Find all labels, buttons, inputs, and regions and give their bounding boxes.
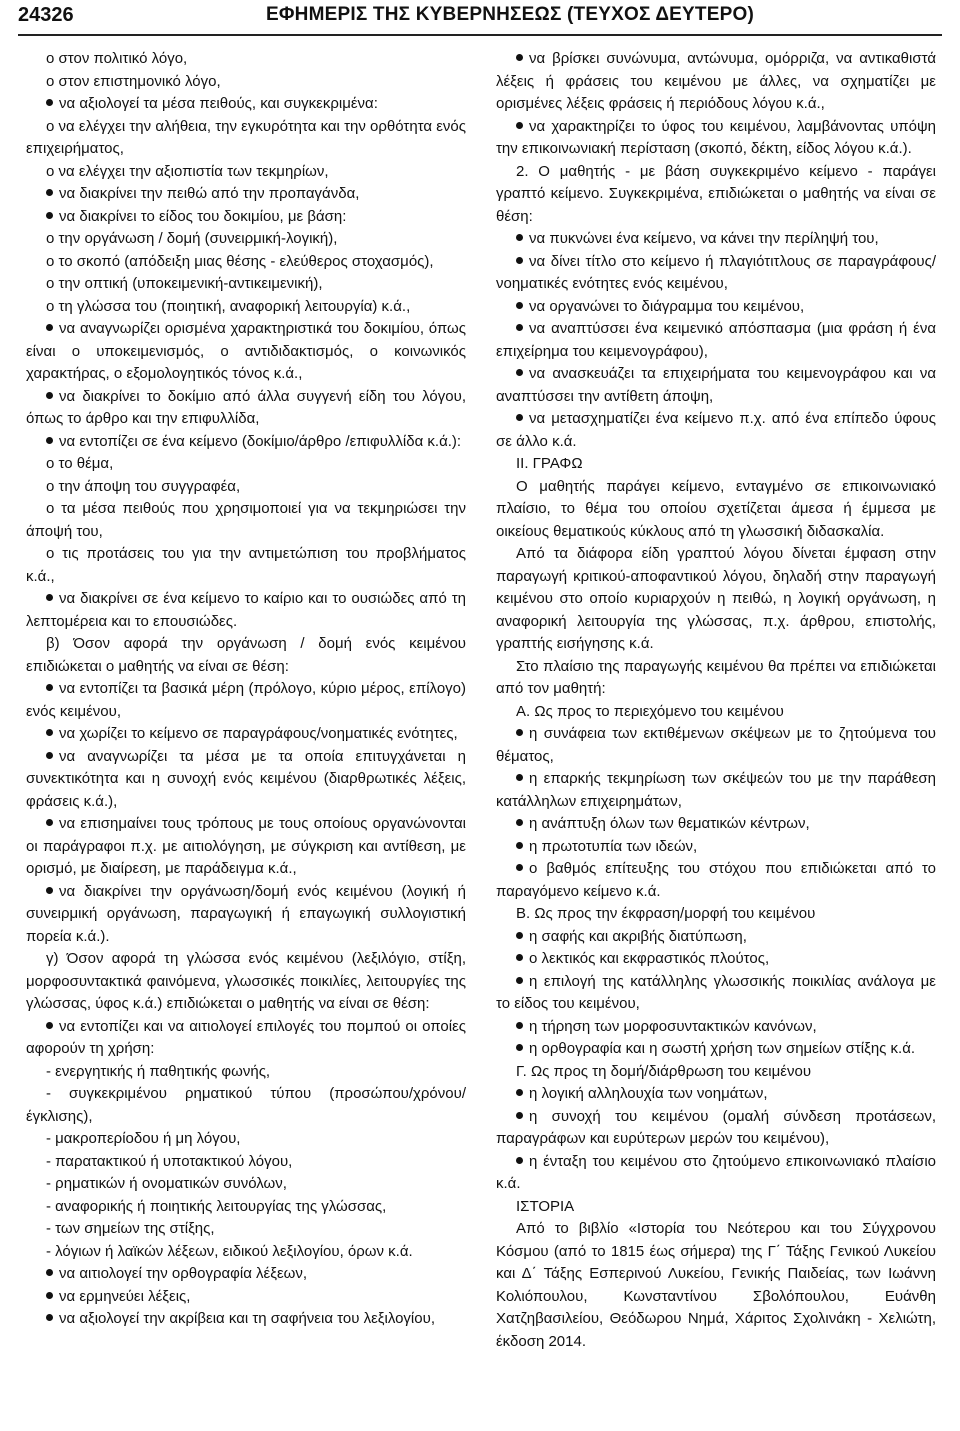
paragraph-text: - παρατακτικού ή υποτακτικού λόγου, — [46, 1152, 293, 1170]
paragraph-text: η ένταξη του κειμένου στο ζητούμενο επικοινωνιακό πλαίσιο κ.ά. — [496, 1152, 936, 1192]
paragraph — [26, 1016, 466, 1061]
paragraph-text: - των σημείων της στίξης, — [46, 1220, 215, 1237]
paragraph — [496, 971, 936, 1016]
paragraph-text: Από τα διάφορα είδη γραπτού λόγου δίνεται έμφαση στην παραγωγή κριτικού-αποφαντικού λόγου, δηλαδή στην παραγωγή κειμένου στο οποίο κυριαρχούν η πειθώ, η λογική οργάνωση, η αναφορική λειτουργία της γλώσσας, π.χ. άρθρου, επιστολής, γραπτής εισήγησης κ.ά. — [496, 545, 936, 652]
paragraph-text: ο την άποψη του συγγραφέα, — [46, 477, 241, 495]
paragraph-text: ο τη γλώσσα του (ποιητική, αναφορική λειτουργία) κ.ά., — [46, 297, 411, 315]
paragraph — [26, 386, 466, 431]
paragraph-text: να διακρίνει την πειθώ από την προπαγάνδα, — [59, 185, 360, 202]
paragraph-text: η ορθογραφία και η σωστή χρήση των σημείων στίξης κ.ά. — [529, 1040, 916, 1057]
paragraph — [496, 768, 936, 813]
paragraph — [496, 1016, 936, 1039]
paragraph — [26, 476, 466, 499]
paragraph — [496, 476, 936, 544]
paragraph-text: - συγκεκριμένου ρηματικού τύπου (προσώπου/χρόνου/έγκλισης), — [26, 1085, 466, 1125]
bullet-dot-icon — [516, 774, 523, 781]
paragraph-text: να ανασκευάζει τα επιχειρήματα του κειμενογράφου και να αναπτύσσει την αντίθετη άποψη, — [496, 365, 936, 405]
paragraph — [496, 251, 936, 296]
paragraph — [496, 408, 936, 453]
bullet-dot-icon — [516, 1112, 523, 1119]
paragraph-text: να δίνει τίτλο στο κείμενο ή πλαγιότιτλους σε παραγράφους/νοηματικές ενότητες ενός κειμένου, — [496, 252, 936, 292]
paragraph — [26, 678, 466, 723]
paragraph-text: η λογική αλληλουχία των νοημάτων, — [529, 1085, 768, 1102]
paragraph — [496, 1061, 936, 1084]
left-column — [26, 48, 466, 1331]
paragraph-text: να εντοπίζει σε ένα κείμενο (δοκίμιο/άρθρο /επιφυλλίδα κ.ά.): — [59, 432, 462, 450]
bullet-dot-icon — [516, 324, 523, 331]
bullet-dot-icon — [516, 257, 523, 264]
paragraph-text: να χωρίζει το κείμενο σε παραγράφους/νοηματικές ενότητες, — [59, 725, 458, 742]
paragraph — [496, 948, 936, 971]
page-header — [18, 0, 942, 36]
paragraph — [26, 116, 466, 161]
paragraph-text: ο την οπτική (υποκειμενική-αντικειμενική), — [46, 275, 323, 292]
paragraph-text: να αναγνωρίζει ορισμένα χαρακτηριστικά του δοκιμίου, όπως είναι ο υποκειμενισμός, ο αντιδιδακτισμός, ο κοινωνικός χαρακτήρας, ο εξομολογητικός τόνος κ.ά., — [26, 320, 466, 382]
paragraph-text: ο να ελέγχει την αξιοπιστία των τεκμηρίων, — [46, 162, 329, 180]
bullet-dot-icon — [46, 887, 53, 894]
paragraph-text: - μακροπερίοδου ή μη λόγου, — [46, 1130, 241, 1147]
paragraph-text: η τήρηση των μορφοσυντακτικών κανόνων, — [529, 1017, 817, 1035]
bullet-dot-icon — [516, 1157, 523, 1164]
paragraph-text: ο στον πολιτικό λόγο, — [46, 50, 188, 67]
paragraph — [26, 1128, 466, 1151]
paragraph-text: - ενεργητικής ή παθητικής φωνής, — [46, 1062, 271, 1080]
paragraph — [26, 633, 466, 678]
paragraph — [496, 1038, 936, 1061]
paragraph-text: η επιλογή της κατάλληλης γλωσσικής ποικιλίας ανάλογα με το είδος του κειμένου, — [496, 972, 936, 1012]
paragraph — [26, 183, 466, 206]
paragraph — [26, 1263, 466, 1286]
paragraph — [26, 813, 466, 881]
paragraph-text: ο στον επιστημονικό λόγο, — [46, 72, 221, 90]
paragraph-text: να εντοπίζει και να αιτιολογεί επιλογές του πομπού οι οποίες αφορούν τη χρήση: — [26, 1017, 466, 1057]
bullet-dot-icon — [46, 99, 53, 106]
bullet-dot-icon — [46, 752, 53, 759]
paragraph — [26, 1286, 466, 1309]
bullet-dot-icon — [46, 1269, 53, 1276]
paragraph — [496, 836, 936, 859]
paragraph-text: να εντοπίζει τα βασικά μέρη (πρόλογο, κύριο μέρος, επίλογο) ενός κειμένου, — [26, 680, 466, 720]
bullet-dot-icon — [46, 437, 53, 444]
paragraph-text: να επισημαίνει τους τρόπους με τους οποίους οργανώνονται οι παράγραφοι π.χ. με αιτιολόγηση, με σύγκριση και αντίθεση, με ορισμό, με διαίρεση, με παράδειγμα κ.ά., — [26, 815, 466, 877]
paragraph-text: ο τις προτάσεις του για την αντιμετώπιση του προβλήματος κ.ά., — [26, 545, 466, 585]
bullet-dot-icon — [516, 1044, 523, 1051]
paragraph — [26, 431, 466, 454]
bullet-dot-icon — [46, 594, 53, 601]
bullet-dot-icon — [46, 819, 53, 826]
bullet-dot-icon — [46, 684, 53, 691]
paragraph — [496, 1106, 936, 1151]
paragraph-text: 2. Ο μαθητής - με βάση συγκεκριμένο κείμενο - παράγει γραπτό κείμενο. Συγκεκριμένα, επιδιώκεται ο μαθητής να είναι σε θέση: — [496, 162, 936, 225]
paragraph-text: ΙΙ. ΓΡΑΦΩ — [516, 455, 583, 472]
paragraph-text: γ) Όσον αφορά τη γλώσσα ενός κειμένου (λεξιλόγιο, στίξη, μορφοσυντακτικά φαινόμενα, γλωσσικές ποικιλίες, λειτουργίες της γλώσσας, ύφος κ.ά.) επιδιώκεται ο μαθητής να είναι σε θέση: — [26, 950, 466, 1012]
bullet-dot-icon — [516, 369, 523, 376]
paragraph — [496, 228, 936, 251]
paragraph-text: να διακρίνει το δοκίμιο από άλλα συγγενή είδη του λόγου, όπως το άρθρο και την επιφυλλίδα, — [26, 387, 466, 427]
paragraph-text: να αξιολογεί την ακρίβεια και τη σαφήνεια του λεξιλογίου, — [59, 1310, 435, 1327]
paragraph-text: να διακρίνει το είδος του δοκιμίου, με βάση: — [59, 207, 347, 225]
bullet-dot-icon — [46, 324, 53, 331]
paragraph-text: να ερμηνεύει λέξεις, — [59, 1287, 191, 1305]
paragraph-text: ο βαθμός επίτευξης του στόχου που επιδιώκεται από το παραγόμενο κείμενο κ.ά. — [496, 860, 936, 900]
bullet-dot-icon — [46, 392, 53, 399]
bullet-dot-icon — [516, 864, 523, 871]
bullet-dot-icon — [46, 1292, 53, 1299]
paragraph — [26, 161, 466, 184]
paragraph-text: ο τα μέσα πειθούς που χρησιμοποιεί για να τεκμηριώσει την άποψή του, — [26, 500, 466, 540]
paragraph-text: ο το θέμα, — [46, 455, 114, 472]
paragraph-text: Στο πλαίσιο της παραγωγής κειμένου θα πρέπει να επιδιώκεται από τον μαθητή: — [496, 657, 936, 697]
paragraph — [26, 296, 466, 319]
paragraph-text: - λόγιων ή λαϊκών λέξεων, ειδικού λεξιλογίου, όρων κ.ά. — [46, 1242, 413, 1260]
paragraph-text: ο την οργάνωση / δομή (συνειρμική-λογική), — [46, 230, 338, 247]
paragraph — [26, 881, 466, 949]
bullet-dot-icon — [516, 819, 523, 826]
bullet-dot-icon — [516, 954, 523, 961]
paragraph-text: να μετασχηματίζει ένα κείμενο π.χ. από ένα επίπεδο ύφους σε άλλο κ.ά. — [496, 410, 936, 450]
paragraph — [496, 1083, 936, 1106]
paragraph-text: η επαρκής τεκμηρίωση των σκέψεών του με την παράθεση κατάλληλων επιχειρημάτων, — [496, 770, 936, 810]
paragraph-text: η πρωτοτυπία των ιδεών, — [529, 837, 698, 855]
bullet-dot-icon — [516, 1022, 523, 1029]
paragraph — [26, 948, 466, 1016]
paragraph — [26, 228, 466, 251]
paragraph — [26, 543, 466, 588]
paragraph — [496, 858, 936, 903]
paragraph — [26, 1218, 466, 1241]
bullet-dot-icon — [516, 977, 523, 984]
paragraph-text: η συνοχή του κειμένου (ομαλή σύνδεση προτάσεων, παραγράφων και ευρύτερων μερών του κειμένου), — [496, 1107, 936, 1147]
paragraph — [26, 723, 466, 746]
paragraph — [26, 1241, 466, 1264]
paragraph — [26, 1173, 466, 1196]
bullet-dot-icon — [516, 842, 523, 849]
paragraph — [496, 48, 936, 116]
paragraph — [26, 588, 466, 633]
bullet-dot-icon — [516, 729, 523, 736]
paragraph — [496, 926, 936, 949]
paragraph — [26, 1308, 466, 1331]
paragraph — [496, 543, 936, 656]
paragraph-text: να διακρίνει την οργάνωση/δομή ενός κειμένου (λογική ή συνειρμική οργάνωση, παραγωγική ή επαγωγική συλλογιστική πορεία κ.ά.). — [26, 882, 466, 945]
paragraph-text: ΙΣΤΟΡΙΑ — [516, 1197, 575, 1215]
bullet-dot-icon — [46, 1022, 53, 1029]
paragraph — [26, 1061, 466, 1084]
paragraph-text: να αξιολογεί τα μέσα πειθούς, και συγκεκριμένα: — [59, 95, 378, 112]
paragraph-text: β) Όσον αφορά την οργάνωση / δομή ενός κειμένου επιδιώκεται ο μαθητής να είναι σε θέση: — [26, 635, 466, 675]
paragraph — [496, 1218, 936, 1353]
bullet-dot-icon — [46, 189, 53, 196]
paragraph — [26, 746, 466, 814]
gazette-title: ΕΦΗΜΕΡΙΣ ΤΗΣ ΚΥΒΕΡΝΗΣΕΩΣ (ΤΕΥΧΟΣ ΔΕΥΤΕΡΟ) — [266, 4, 754, 25]
paragraph-text: η συνάφεια των εκτιθέμενων σκέψεων με το ζητούμενα του θέματος, — [496, 725, 936, 765]
paragraph-text: να πυκνώνει ένα κείμενο, να κάνει την περίληψή του, — [529, 230, 879, 247]
paragraph — [496, 1151, 936, 1196]
paragraph-text: ο το σκοπό (απόδειξη μιας θέσης - ελεύθερος στοχασμός), — [46, 252, 434, 270]
paragraph-text: να οργανώνει το διάγραμμα του κειμένου, — [529, 297, 805, 315]
right-column — [496, 48, 936, 1353]
paragraph-text: - αναφορικής ή ποιητικής λειτουργίας της γλώσσας, — [46, 1197, 387, 1215]
paragraph-text: να αναγνωρίζει τα μέσα με τα οποία επιτυγχάνεται η συνεκτικότητα και η συνοχή ενός κειμένου (διαρθρωτικές λέξεις, φράσεις κ.ά.), — [26, 747, 466, 810]
paragraph — [496, 813, 936, 836]
paragraph — [26, 1083, 466, 1128]
bullet-dot-icon — [516, 932, 523, 939]
paragraph-text: η ανάπτυξη όλων των θεματικών κέντρων, — [529, 815, 810, 832]
paragraph-text: να αιτιολογεί την ορθογραφία λέξεων, — [59, 1265, 308, 1282]
bullet-dot-icon — [516, 54, 523, 61]
bullet-dot-icon — [46, 1314, 53, 1321]
paragraph-text: ο λεκτικός και εκφραστικός πλούτος, — [529, 950, 770, 967]
paragraph — [26, 48, 466, 71]
paragraph — [26, 498, 466, 543]
bullet-dot-icon — [46, 729, 53, 736]
paragraph-text: Ο μαθητής παράγει κείμενο, ενταγμένο σε επικοινωνιακό πλαίσιο, το θέμα του οποίου σχετίζεται άμεσα ή έμμεσα με οικείους θεματικούς κύκλους από τη γλωσσική διδασκαλία. — [496, 477, 936, 540]
paragraph — [26, 1151, 466, 1174]
bullet-dot-icon — [516, 302, 523, 309]
paragraph-text: να αναπτύσσει ένα κειμενικό απόσπασμα (μια φράση ή ένα επιχείρημα του κειμενογράφου), — [496, 320, 936, 360]
paragraph — [26, 273, 466, 296]
bullet-dot-icon — [516, 1089, 523, 1096]
paragraph — [26, 71, 466, 94]
paragraph-text: να βρίσκει συνώνυμα, αντώνυμα, ομόρριζα, να αντικαθιστά λέξεις ή φράσεις του κειμένου με άλλες, να σχηματίζει με ορισμένες λέξεις φράσεις ή περιόδους λόγου κ.ά., — [496, 50, 936, 112]
paragraph — [496, 161, 936, 229]
paragraph-text: να χαρακτηρίζει το ύφος του κειμένου, λαμβάνοντας υπόψη την επικοινωνιακή περίσταση (σκοπό, δέκτη, είδος λόγου κ.ά.). — [496, 117, 936, 157]
paragraph — [496, 701, 936, 724]
paragraph-text: Α. Ως προς το περιεχόμενο του κειμένου — [516, 702, 784, 720]
paragraph — [26, 93, 466, 116]
paragraph-text: ο να ελέγχει την αλήθεια, την εγκυρότητα και την ορθότητα ενός επιχειρήματος, — [26, 117, 466, 157]
paragraph-text: η σαφής και ακριβής διατύπωση, — [529, 927, 747, 945]
paragraph — [26, 251, 466, 274]
paragraph — [496, 116, 936, 161]
paragraph-text: Γ. Ως προς τη δομή/διάρθρωση του κειμένου — [516, 1062, 812, 1080]
paragraph — [26, 206, 466, 229]
paragraph — [496, 1196, 936, 1219]
page-number: 24326 — [18, 4, 74, 26]
paragraph-text: Από το βιβλίο «Ιστορία του Νεότερου και του Σύγχρονου Κόσμου (από το 1815 έως σήμερα) της Γ΄ Τάξης Γενικού Λυκείου και Δ΄ Τάξης Εσπερινού Λυκείου, Γενικής Παιδείας, των Ιωάννη Κολιόπουλου, Κωνσταντίνου Σβολόπουλου, Ευάνθη Χατζηβασιλείου, Θεόδωρου Νημά, Χάριτος Σχολινάκη - Χελιώτη, έκδοση 2014. — [496, 1220, 936, 1350]
bullet-dot-icon — [516, 414, 523, 421]
bullet-dot-icon — [46, 212, 53, 219]
paragraph — [496, 318, 936, 363]
paragraph-text: Β. Ως προς την έκφραση/μορφή του κειμένου — [516, 905, 816, 922]
bullet-dot-icon — [516, 122, 523, 129]
paragraph — [496, 453, 936, 476]
paragraph-text: να διακρίνει σε ένα κείμενο το καίριο και το ουσιώδες από τη λεπτομέρεια και το επουσιώδες. — [26, 590, 466, 630]
paragraph — [496, 656, 936, 701]
paragraph — [496, 363, 936, 408]
paragraph — [496, 296, 936, 319]
bullet-dot-icon — [516, 234, 523, 241]
paragraph — [496, 723, 936, 768]
paragraph-text: - ρηματικών ή ονοματικών συνόλων, — [46, 1175, 287, 1192]
paragraph — [496, 903, 936, 926]
paragraph — [26, 1196, 466, 1219]
paragraph — [26, 318, 466, 386]
paragraph — [26, 453, 466, 476]
